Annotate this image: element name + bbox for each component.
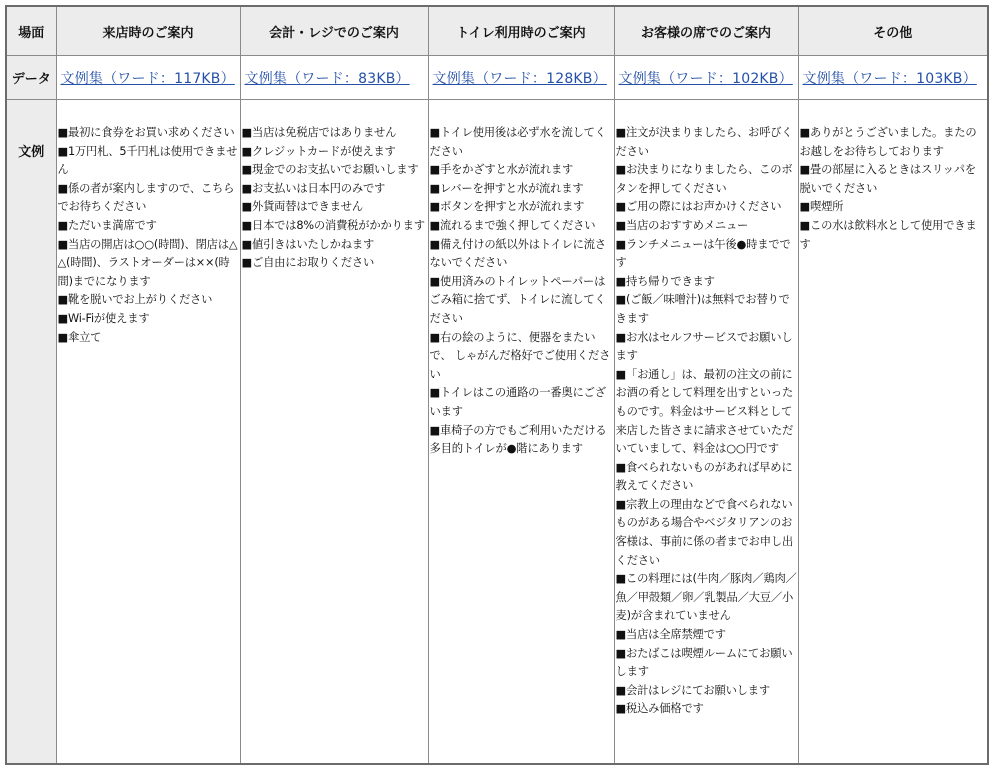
phrase-item: ■宗教上の理由などで食べられないものがある場合やベジタリアンのお客様は、事前に係の者までお申し出ください [615, 497, 794, 567]
examples-row [6, 100, 988, 765]
examples-cell-arrival [56, 100, 240, 765]
phrase-item: ■外貨両替はできません [241, 200, 363, 214]
phrase-item: ■お決まりになりましたら、このボタンを押してください [615, 163, 793, 195]
phrase-item: ■畳の部屋に入るときはスリッパを脱いでください [799, 163, 976, 195]
phrase-item: ■注文が決まりましたら、お呼びください [615, 126, 793, 158]
data-row [6, 56, 988, 100]
examples-cell-restroom [428, 100, 614, 765]
phrase-table [5, 5, 989, 765]
phrase-item: ■靴を脱いでお上がりください [57, 293, 213, 307]
phrase-item: ■喫煙所 [799, 200, 844, 214]
header-checkout: 会計・レジでのご案内 [240, 6, 428, 56]
phrase-item: ■当店の開店は○○(時間)、閉店は△△(時間)、ラストオーダーは××(時間)までになります [57, 237, 238, 288]
examples-row-label: 文例 [6, 100, 56, 765]
header-row [6, 6, 988, 56]
phrase-item: ■車椅子の方でもご利用いただける多目的トイレが●階にあります [429, 423, 607, 456]
phrase-item: ■当店は全席禁煙です [615, 628, 726, 642]
download-link-checkout[interactable]: 文例集（ワード：83KB） [244, 70, 410, 87]
phrase-item: ■ただいま満席です [57, 218, 157, 232]
header-other: その他 [798, 6, 988, 56]
phrase-item: ■レバーを押すと水が流れます [429, 181, 584, 195]
phrase-item: ■トイレはこの通路の一番奥にございます [429, 386, 606, 418]
download-link-arrival[interactable]: 文例集（ワード：117KB） [60, 70, 235, 87]
phrase-item: ■トイレ使用後は必ず水を流してください [429, 126, 606, 158]
phrase-item: ■係の者が案内しますので、こちらでお待ちください [57, 181, 235, 214]
examples-cell-other [798, 100, 988, 765]
phrase-item: ■現金でのお支払いでお願いします [241, 163, 419, 177]
phrase-item: ■この水は飲料水として使用できます [799, 218, 977, 251]
phrase-item: ■持ち帰りできます [615, 274, 715, 288]
phrase-item: ■備え付けの紙以外はトイレに流さないでください [429, 237, 606, 270]
phrase-item: ■傘立て [57, 330, 102, 344]
phrase-item: ■お支払いは日本円のみです [241, 181, 386, 195]
phrase-item: ■食べられないものがあれば早めに教えてください [615, 460, 793, 493]
phrase-item: ■クレジットカードが使えます [241, 144, 396, 158]
download-link-other[interactable]: 文例集（ワード：103KB） [802, 70, 977, 87]
phrase-item: ■ランチメニューは午後●時までです [615, 237, 791, 270]
phrase-item: ■お水はセルフサービスでお願いします [615, 330, 793, 363]
phrase-item: ■当店は免税店ではありません [241, 126, 397, 139]
header-table-service: お客様の席でのご案内 [614, 6, 798, 56]
phrase-item: ■Wi-Fiが使えます [57, 311, 150, 325]
download-link-restroom[interactable]: 文例集（ワード：128KB） [432, 70, 607, 87]
phrase-item: ■1万円札、5千円札は使用できません [57, 144, 238, 177]
data-row-label: データ [6, 56, 56, 100]
header-restroom: トイレ利用時のご案内 [428, 6, 614, 56]
phrase-item: ■この料理には(牛肉／豚肉／鶏肉／魚／甲殻類／卵／乳製品／大豆／小麦)が含まれていません [615, 572, 797, 623]
phrase-item: ■会計はレジにてお願いします [615, 683, 770, 697]
phrase-item: ■「お通し」は、最初の注文の前にお酒の肴として料理を出すといったものです。料金はサービス料として来店した皆さまに請求させていただいていまして、料金は○○円です [615, 367, 794, 456]
phrase-item: ■流れるまで強く押してください [429, 218, 596, 232]
phrase-item: ■最初に食券をお買い求めください [57, 126, 235, 139]
phrase-item: ■右の絵のように、便器をまたいで、 しゃがんだ格好でご使用ください [429, 330, 611, 381]
phrase-item: ■値引きはいたしかねます [241, 237, 375, 251]
header-scene: 場面 [6, 6, 56, 56]
download-link-table-service[interactable]: 文例集（ワード：102KB） [618, 70, 793, 87]
phrase-item: ■日本では8%の消費税がかかります [241, 218, 425, 232]
phrase-item: ■手をかざすと水が流れます [429, 163, 574, 177]
phrase-item: ■税込み価格です [615, 702, 704, 716]
examples-cell-checkout [240, 100, 428, 765]
phrase-item: ■ありがとうございました。またのお越しをお待ちしております [799, 126, 977, 158]
examples-cell-table-service [614, 100, 798, 765]
phrase-item: ■ご自由にお取りください [241, 256, 375, 270]
header-arrival: 来店時のご案内 [56, 6, 240, 56]
phrase-item: ■おたばこは喫煙ルームにてお願いします [615, 646, 793, 679]
phrase-item: ■ご用の際にはお声かけください [615, 200, 782, 214]
phrase-item: ■使用済みのトイレットペーパーはごみ箱に捨てず、トイレに流してください [429, 274, 606, 325]
phrase-item: ■(ご飯／味噌汁)は無料でお替りできます [615, 293, 790, 325]
phrase-item: ■ボタンを押すと水が流れます [429, 200, 585, 214]
phrase-item: ■当店のおすすめメニュー [615, 218, 749, 232]
